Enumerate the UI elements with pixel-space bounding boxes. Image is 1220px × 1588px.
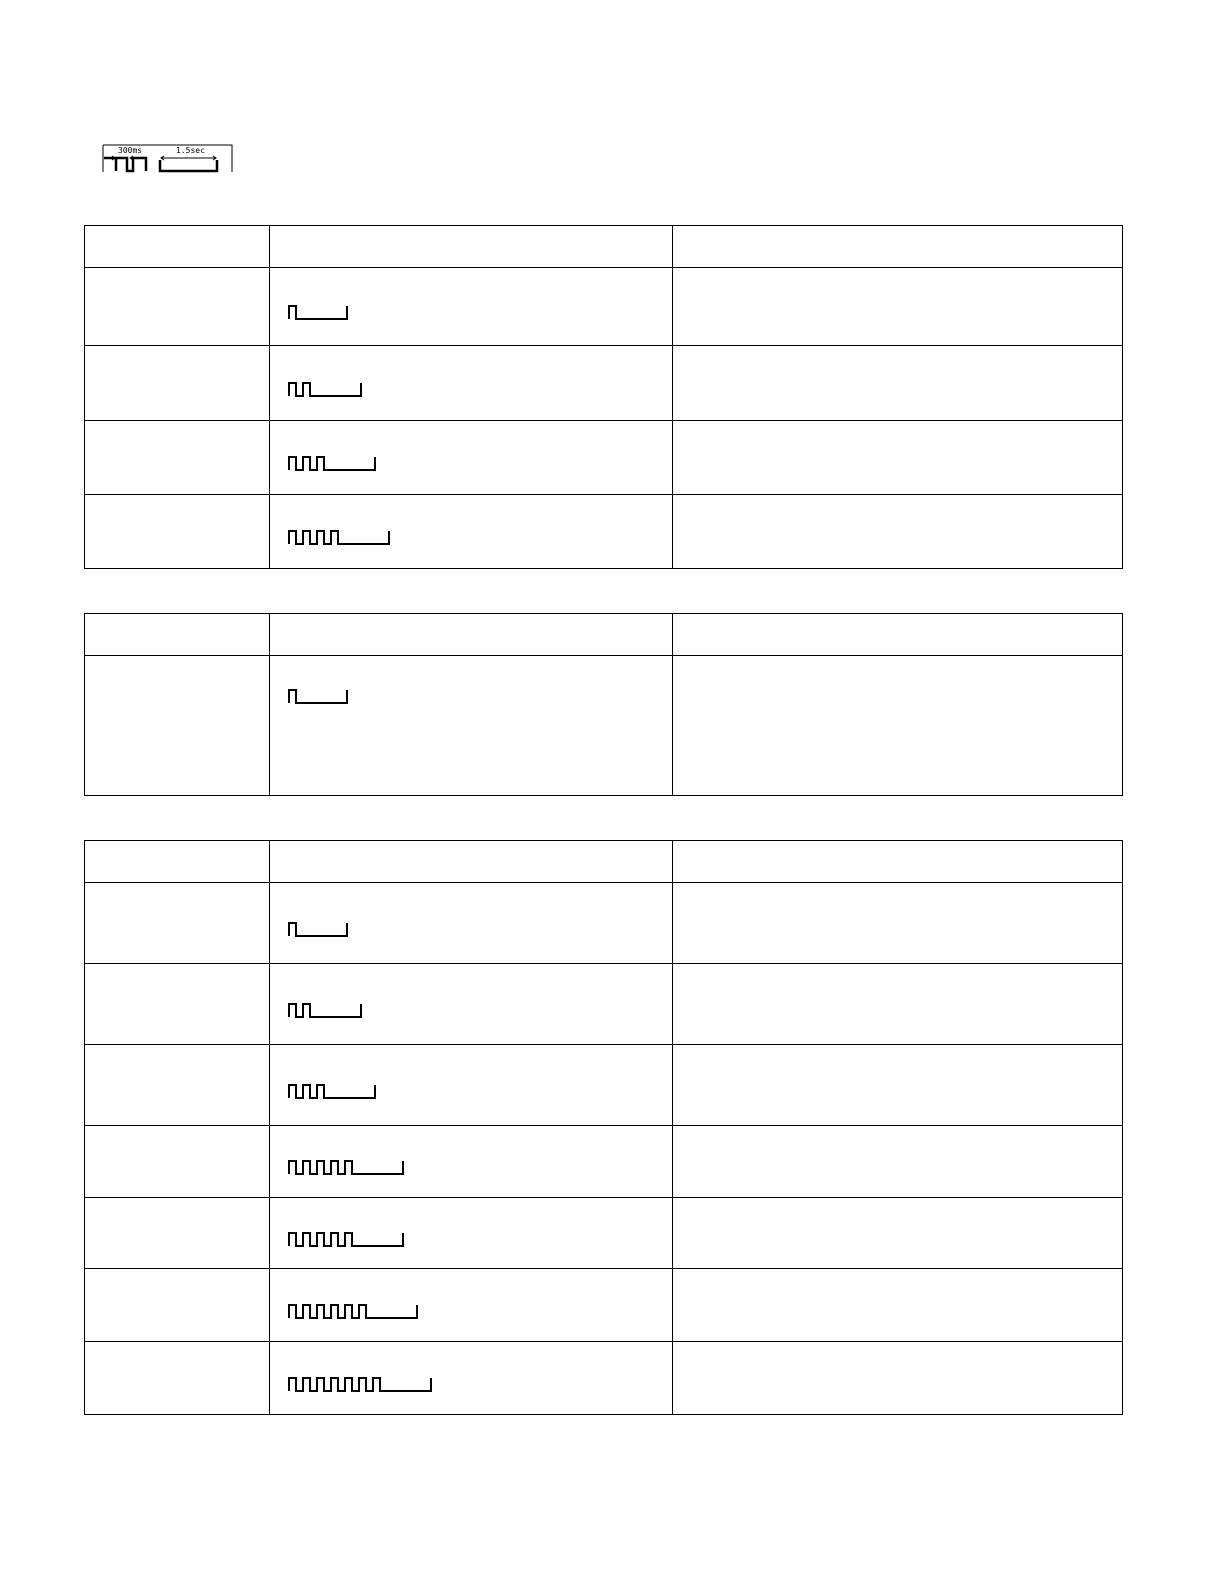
beep-waveform bbox=[288, 919, 350, 939]
waveform-cell bbox=[270, 268, 673, 346]
waveform-path bbox=[289, 1233, 403, 1246]
row-label-cell bbox=[85, 1342, 270, 1415]
row-label-cell bbox=[85, 883, 270, 964]
table-row bbox=[85, 1126, 1123, 1198]
description-cell bbox=[673, 1126, 1123, 1198]
waveform-path bbox=[289, 306, 347, 319]
beep-table-2 bbox=[84, 613, 1123, 796]
waveform-path bbox=[289, 923, 347, 936]
waveform-path bbox=[289, 1004, 361, 1017]
table-row bbox=[85, 1198, 1123, 1269]
header-cell bbox=[85, 841, 270, 883]
header-cell bbox=[85, 614, 270, 656]
waveform-cell bbox=[270, 346, 673, 421]
waveform-path bbox=[289, 1305, 417, 1318]
table-row bbox=[85, 1269, 1123, 1342]
beep-table-1 bbox=[84, 225, 1123, 569]
description-cell bbox=[673, 421, 1123, 495]
waveform-cell bbox=[270, 1269, 673, 1342]
waveform-path bbox=[289, 1378, 431, 1391]
header-cell bbox=[270, 226, 673, 268]
beep-waveform bbox=[288, 379, 364, 399]
waveform-path bbox=[289, 1161, 403, 1174]
pulse-duration-label: 300ms bbox=[118, 146, 143, 155]
beep-waveform bbox=[288, 1000, 364, 1020]
table-row bbox=[85, 964, 1123, 1045]
waveform-path bbox=[289, 383, 361, 396]
beep-waveform bbox=[288, 1157, 406, 1177]
header-cell bbox=[270, 614, 673, 656]
waveform-cell bbox=[270, 1342, 673, 1415]
waveform-cell bbox=[270, 964, 673, 1045]
beep-waveform bbox=[288, 1301, 420, 1321]
waveform-cell bbox=[270, 1126, 673, 1198]
description-cell bbox=[673, 495, 1123, 569]
header-cell bbox=[673, 841, 1123, 883]
waveform-cell bbox=[270, 883, 673, 964]
beep-waveform bbox=[288, 527, 392, 547]
row-label-cell bbox=[85, 964, 270, 1045]
table-row bbox=[85, 1045, 1123, 1126]
waveform-cell bbox=[270, 1198, 673, 1269]
waveform-cell bbox=[270, 656, 673, 796]
beep-table-3 bbox=[84, 840, 1123, 1415]
table-header-row bbox=[85, 841, 1123, 883]
beep-waveform bbox=[288, 1081, 378, 1101]
waveform-cell bbox=[270, 1045, 673, 1126]
description-cell bbox=[673, 1342, 1123, 1415]
timing-legend-diagram bbox=[100, 140, 234, 174]
description-cell bbox=[673, 1198, 1123, 1269]
table-row bbox=[85, 656, 1123, 796]
waveform-cell bbox=[270, 421, 673, 495]
beep-waveform bbox=[288, 1229, 406, 1249]
row-label-cell bbox=[85, 346, 270, 421]
row-label-cell bbox=[85, 656, 270, 796]
description-cell bbox=[673, 346, 1123, 421]
row-label-cell bbox=[85, 1269, 270, 1342]
waveform-cell bbox=[270, 495, 673, 569]
timing-legend bbox=[100, 140, 234, 174]
description-cell bbox=[673, 1269, 1123, 1342]
header-cell bbox=[673, 614, 1123, 656]
table-row bbox=[85, 268, 1123, 346]
description-cell bbox=[673, 964, 1123, 1045]
description-cell bbox=[673, 268, 1123, 346]
description-cell bbox=[673, 883, 1123, 964]
description-cell bbox=[673, 656, 1123, 796]
beep-waveform bbox=[288, 302, 350, 322]
row-label-cell bbox=[85, 1126, 270, 1198]
beep-waveform bbox=[288, 1374, 434, 1394]
beep-waveform bbox=[288, 686, 350, 706]
table-row bbox=[85, 495, 1123, 569]
row-label-cell bbox=[85, 495, 270, 569]
waveform-path bbox=[289, 457, 375, 470]
waveform-path bbox=[289, 1085, 375, 1098]
waveform-path bbox=[289, 690, 347, 703]
pause-duration-label: 1.5sec bbox=[176, 146, 205, 155]
beep-waveform bbox=[288, 453, 378, 473]
description-cell bbox=[673, 1045, 1123, 1126]
table-row bbox=[85, 883, 1123, 964]
row-label-cell bbox=[85, 268, 270, 346]
table-header-row bbox=[85, 614, 1123, 656]
row-label-cell bbox=[85, 421, 270, 495]
row-label-cell bbox=[85, 1045, 270, 1126]
header-cell bbox=[673, 226, 1123, 268]
table-row bbox=[85, 1342, 1123, 1415]
table-row bbox=[85, 421, 1123, 495]
header-cell bbox=[270, 841, 673, 883]
header-cell bbox=[85, 226, 270, 268]
table-header-row bbox=[85, 226, 1123, 268]
row-label-cell bbox=[85, 1198, 270, 1269]
waveform-path bbox=[289, 531, 389, 544]
table-row bbox=[85, 346, 1123, 421]
